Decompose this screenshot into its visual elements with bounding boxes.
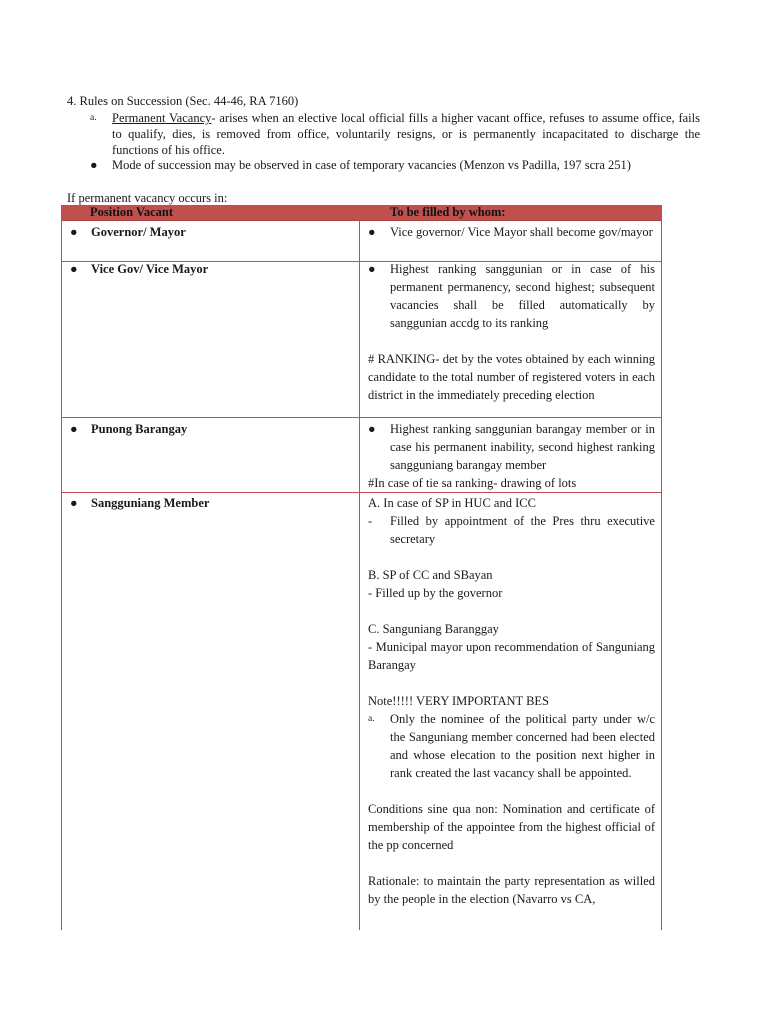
- row-divider: [61, 492, 662, 493]
- conditions-text: Conditions sine qua non: Nomination and certificate of membership of the appointee from the highest official of the pp concerned: [368, 802, 655, 852]
- permanent-vacancy-text: - arises when an elective local official fills a higher vacant office, refuses to assume office, fails to qualify, dies, is removed from office, voluntarily resigns, or is permanently incapacitated to discharge the functions of his office.: [112, 111, 700, 157]
- bullet-icon: ●: [70, 225, 78, 239]
- note-text: Only the nominee of the political party under w/c the Sanguniang member concerned had been elected and whose elecation to the position next higher in rank created the last vacancy shall be appointed.: [390, 712, 655, 780]
- bullet-icon: ●: [368, 422, 376, 436]
- list-item-temporary-vacancy: [90, 157, 700, 173]
- tie-note: #In case of tie sa ranking- drawing of lots: [368, 476, 577, 490]
- row-divider: [61, 417, 662, 418]
- list-marker: a.: [90, 113, 97, 123]
- note-marker: a.: [368, 714, 375, 724]
- header-position-vacant: Position Vacant: [90, 205, 174, 219]
- case-a-text: Filled by appointment of the Pres thru executive secretary: [390, 514, 655, 546]
- table-intro: If permanent vacancy occurs in:: [67, 191, 228, 205]
- filled-by-text: Vice governor/ Vice Mayor shall become gov/mayor: [390, 225, 653, 239]
- filled-by-cell: [368, 420, 655, 492]
- table-row-punong-barangay: [70, 420, 350, 438]
- case-c-title: C. Sanguniang Baranggay: [368, 622, 499, 636]
- bullet-icon: ●: [368, 262, 376, 276]
- filled-by-cell: [368, 494, 655, 908]
- note-item: [368, 710, 655, 782]
- list-item-permanent-vacancy: [90, 110, 700, 158]
- filled-by-cell: [368, 223, 655, 241]
- header-to-be-filled: To be filled by whom:: [390, 205, 506, 219]
- case-a-title: A. In case of SP in HUC and ICC: [368, 496, 536, 510]
- position-label: Governor/ Mayor: [91, 225, 186, 239]
- table-row-governor-mayor: [70, 223, 350, 241]
- bullet-icon: ●: [70, 496, 78, 510]
- table-border-left: [61, 220, 62, 930]
- table-header: [61, 205, 662, 221]
- bullet-icon: ●: [70, 262, 78, 276]
- bullet-icon: ●: [90, 158, 98, 172]
- filled-by-text: Highest ranking sanggunian or in case of his permanent permanency, second highest; subsequent vacancies shall be filled automatically by sanggunian accdg to its ranking: [390, 262, 655, 330]
- filled-by-cell: [368, 260, 655, 404]
- ranking-note: # RANKING- det by the votes obtained by each winning candidate to the total number of registered voters in each district in the immediately preceding election: [368, 352, 655, 402]
- position-label: Vice Gov/ Vice Mayor: [91, 262, 209, 276]
- section-title: 4. Rules on Succession (Sec. 44-46, RA 7160): [67, 94, 299, 108]
- bullet-icon: ●: [368, 225, 376, 239]
- position-label: Sangguniang Member: [91, 496, 210, 510]
- position-label: Punong Barangay: [91, 422, 188, 436]
- table-row-vice-gov: [70, 260, 350, 278]
- case-c-text: - Municipal mayor upon recommendation of Sanguniang Barangay: [368, 640, 655, 672]
- permanent-vacancy-term: Permanent Vacancy: [112, 111, 212, 125]
- case-b-text: - Filled up by the governor: [368, 586, 503, 600]
- table-row-sangguniang-member: [70, 494, 350, 512]
- note-title: Note!!!!! VERY IMPORTANT BES: [368, 694, 549, 708]
- filled-by-text: Highest ranking sanggunian barangay member or in case his permanent inability, second highest ranking sangguniang barangay member: [390, 422, 655, 472]
- temporary-vacancy-text: Mode of succession may be observed in case of temporary vacancies (Menzon vs Padilla, 197 scra 251): [112, 158, 631, 172]
- case-b-title: B. SP of CC and SBayan: [368, 568, 493, 582]
- case-a-item: - Filled by appointment of the Pres thru executive secretary: [368, 514, 655, 546]
- bullet-icon: ●: [70, 422, 78, 436]
- rationale-text: Rationale: to maintain the party representation as willed by the people in the election (Navarro vs CA,: [368, 874, 655, 906]
- table-border-right: [661, 220, 662, 930]
- permanent-vacancy-definition: [112, 110, 700, 158]
- column-divider: [359, 220, 360, 930]
